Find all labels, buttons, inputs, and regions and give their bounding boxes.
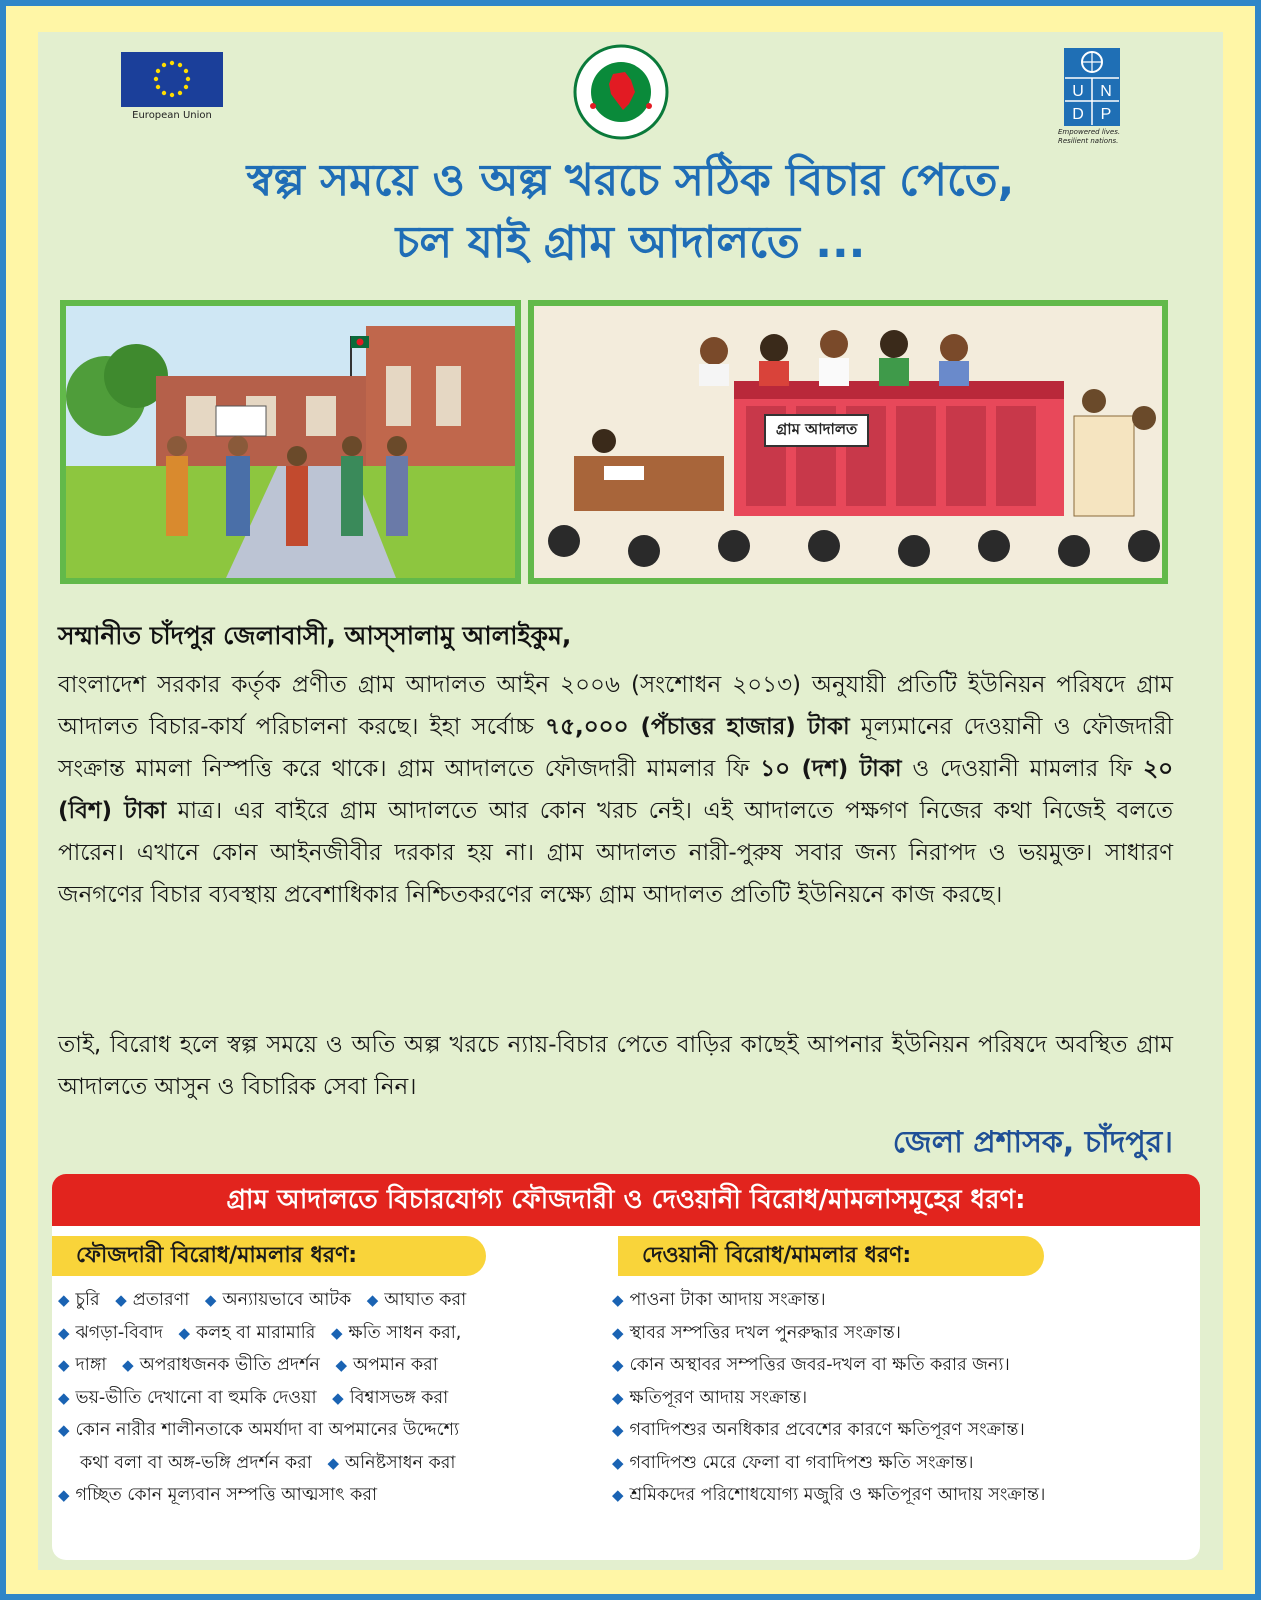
bullet-icon: ◆ bbox=[612, 1453, 624, 1472]
bullet-icon: ◆ bbox=[122, 1356, 134, 1374]
poster bbox=[38, 32, 1223, 1570]
bullet-icon: ◆ bbox=[115, 1291, 127, 1309]
headline bbox=[58, 150, 1203, 274]
list-item: ◆ ঝগড়া-বিবাদ ◆ কলহ বা মারামারি ◆ ক্ষতি সাধন করা, bbox=[58, 1322, 462, 1343]
civil-fee: ২০ (বিশ) টাকা bbox=[58, 756, 1174, 824]
body-paragraph-2: তাই, বিরোধ হলে স্বল্প সময়ে ও অতি অল্প খরচে ন্যায়-বিচার পেতে বাড়ির কাছেই আপনার ইউনিয়ন পরিষদে অবস্থিত গ্রাম আদালতে আসুন ও বিচারিক সেবা নিন। bbox=[58, 1032, 1173, 1100]
svg-text:N: N bbox=[1100, 83, 1112, 100]
bullet-icon: ◆ bbox=[612, 1291, 624, 1309]
union-parishad-illustration bbox=[60, 300, 521, 584]
list-item: ◆ গচ্ছিত কোন মূল্যবান সম্পত্তি আত্মসাৎ করা bbox=[58, 1485, 378, 1505]
list-item: ◆ ক্ষতিপূরণ আদায় সংক্রান্ত। bbox=[612, 1387, 808, 1408]
criminal-case-list bbox=[58, 1284, 598, 1512]
village-court-illustration bbox=[528, 300, 1168, 584]
body-text-c: মূল্যমানের দেওয়ানী ও ফৌজদারী সংক্রান্ত মামলা নিস্পত্তি করে থাকে। গ্রাম আদালতে ফৌজদারী মামলার ফি bbox=[58, 714, 1174, 782]
civil-case-list bbox=[612, 1284, 1200, 1512]
body-text-a: বাংলাদেশ সরকার কর্তৃক প্রণীত গ্রাম আদালত আইন ২০০৬ (সংশোধন ২০১৩) অনুযায়ী প্রতিটি ইউনিয়ন পরিষদে গ্রাম আদালত বিচার-কার্য পরিচালনা করছে। ইহা সর্বোচ্চ bbox=[58, 672, 1173, 740]
bullet-icon: ◆ bbox=[612, 1388, 624, 1407]
bullet-icon: ◆ bbox=[612, 1323, 624, 1342]
bullet-icon: ◆ bbox=[178, 1323, 191, 1342]
list-item: ◆ গবাদিপশু মেরে ফেলা বা গবাদিপশু ক্ষতি সংক্রান্ত। bbox=[612, 1452, 974, 1473]
list-item: ◆ স্থাবর সম্পত্তির দখল পুনরুদ্ধার সংক্রান্ত। bbox=[612, 1322, 901, 1343]
bullet-icon: ◆ bbox=[335, 1356, 348, 1374]
cases-banner: গ্রাম আদালতে বিচারযোগ্য ফৌজদারী ও দেওয়ানী বিরোধ/মামলাসমূহের ধরণ: bbox=[52, 1174, 1200, 1226]
svg-text:P: P bbox=[1100, 106, 1112, 123]
eu-caption: European Union bbox=[132, 110, 212, 121]
criminal-fee: ১০ (দশ) টাকা bbox=[760, 756, 902, 782]
list-item: ◆ পাওনা টাকা আদায় সংক্রান্ত। bbox=[612, 1290, 826, 1310]
list-item: ◆ গবাদিপশুর অনধিকার প্রবেশের কারণে ক্ষতিপূরণ সংক্রান্ত। bbox=[612, 1420, 1025, 1440]
bullet-icon: ◆ bbox=[58, 1421, 70, 1439]
bullet-icon: ◆ bbox=[204, 1291, 217, 1309]
max-amount: ৭৫,০০০ (পঁচাত্তর হাজার) টাকা bbox=[545, 714, 850, 740]
eu-flag-logo bbox=[121, 52, 223, 107]
list-item: কথা বলা বা অঙ্গ-ভঙ্গি প্রদর্শন করা ◆ অনিষ্টসাধন করা bbox=[80, 1452, 456, 1473]
headline-line-1: স্বল্প সময়ে ও অল্প খরচে সঠিক বিচার পেতে, bbox=[246, 155, 1015, 206]
bullet-icon: ◆ bbox=[612, 1421, 624, 1439]
greeting: সম্মানীত চাঁদপুর জেলাবাসী, আস্‌সালামু আলাইকুম, bbox=[58, 621, 572, 650]
undp-logo bbox=[1064, 48, 1120, 126]
bullet-icon: ◆ bbox=[612, 1356, 624, 1374]
body-paragraph-1 bbox=[58, 664, 1173, 916]
bullet-icon: ◆ bbox=[58, 1388, 70, 1407]
bullet-icon: ◆ bbox=[58, 1486, 70, 1504]
list-item: ◆ দাঙ্গা ◆ অপরাধজনক ভীতি প্রদর্শন ◆ অপমান করা bbox=[58, 1355, 438, 1375]
bullet-icon: ◆ bbox=[612, 1486, 624, 1504]
bullet-icon: ◆ bbox=[332, 1388, 344, 1407]
bullet-icon: ◆ bbox=[58, 1323, 70, 1342]
list-item: ◆ কোন নারীর শালীনতাকে অমর্যাদা বা অপমানের উদ্দেশ্যে bbox=[58, 1420, 460, 1440]
svg-text:U: U bbox=[1072, 83, 1084, 100]
list-item: ◆ কোন অস্থাবর সম্পত্তির জবর-দখল বা ক্ষতি করার জন্য। bbox=[612, 1355, 1010, 1375]
list-item: ◆ শ্রমিকদের পরিশোধযোগ্য মজুরি ও ক্ষতিপূরণ আদায় সংক্রান্ত। bbox=[612, 1485, 1046, 1505]
bullet-icon: ◆ bbox=[58, 1356, 70, 1374]
signature: জেলা প্রশাসক, চাঁদপুর। bbox=[892, 1125, 1173, 1160]
list-item: ◆ চুরি ◆ প্রতারণা ◆ অন্যায়ভাবে আটক ◆ আঘাত করা bbox=[58, 1290, 467, 1310]
bullet-icon: ◆ bbox=[366, 1291, 379, 1309]
svg-text:D: D bbox=[1072, 106, 1084, 123]
body-text-g: মাত্র। এর বাইরে গ্রাম আদালতে আর কোন খরচ নেই। এই আদালতে পক্ষগণ নিজের কথা নিজেই বলতে পারেন। এখানে কোন আইনজীবীর দরকার হয় না। গ্রাম আদালত নারী-পুরুষ সবার জন্য নিরাপদ ও ভয়মুক্ত। সাধারণ জনগণের বিচার ব্যবস্থায় প্রবেশাধিকার নিশ্চিতকরণের লক্ষ্যে গ্রাম আদালত প্রতিটি ইউনিয়নে কাজ করছে। bbox=[58, 798, 1174, 908]
bullet-icon: ◆ bbox=[327, 1453, 339, 1472]
undp-tagline: Empowered lives. Resilient nations. bbox=[1058, 128, 1121, 145]
body-text-e: ও দেওয়ানী মামলার ফি bbox=[912, 756, 1133, 782]
bangladesh-government-seal bbox=[573, 44, 669, 140]
cases-panel bbox=[52, 1174, 1200, 1560]
court-sign: গ্রাম আদালত bbox=[764, 414, 869, 447]
list-item: ◆ ভয়-ভীতি দেখানো বা হুমকি দেওয়া ◆ বিশ্বাসভঙ্গ করা bbox=[58, 1387, 449, 1408]
bullet-icon: ◆ bbox=[58, 1291, 70, 1309]
criminal-heading: ফৌজদারী বিরোধ/মামলার ধরণ: bbox=[52, 1236, 486, 1276]
headline-line-2: চল যাই গ্রাম আদালতে ... bbox=[395, 217, 866, 268]
bullet-icon: ◆ bbox=[330, 1323, 343, 1342]
civil-heading: দেওয়ানী বিরোধ/মামলার ধরণ: bbox=[618, 1236, 1044, 1276]
